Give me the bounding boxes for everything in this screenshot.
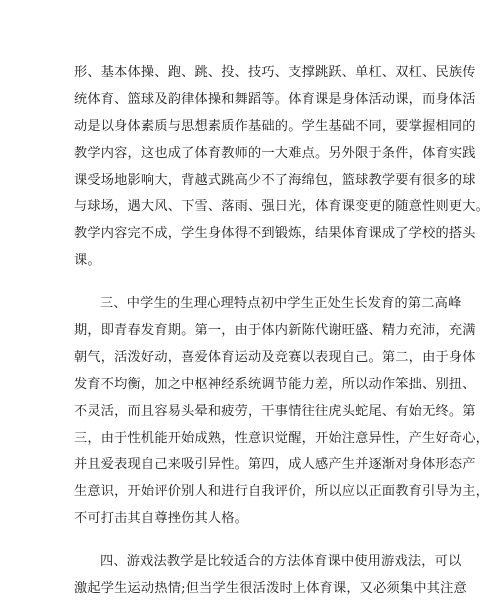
text-line: 课。 [74,253,101,269]
text-line: 教学内容完不成，学生身体得不到锻炼，结果体育课成了学校的搭头 [74,226,476,242]
text-line: 期，即青春发育期。第一，由于体内新陈代谢旺盛、精力充沛，充满 [74,323,476,339]
text-line: 三，由于性机能开始成熟，性意识觉醒，开始注意异性，产生好奇心， [74,430,490,446]
text-line: 朝气，活泼好动，喜爱体育运动及竞赛以表现自己。第二，由于身体 [74,349,476,365]
text-line: 激起学生运动热情;但当学生很活泼时上体育课，又必须集中其注意 [74,581,467,597]
text-line: 不可打击其自尊挫伤其人格。 [74,511,249,527]
text-line: 形、基本体操、跑、跳、投、技巧、支撑跳跃、单杠、双杠、民族传 [74,65,476,80]
text-line: 并且爱表现自己来吸引异性。第四，成人感产生并逐渐对身体形态产 [74,457,476,473]
document-page [74,60,490,603]
text-line: 三、中学生的生理心理特点初中学生正处生长发育的第二高峰 [100,296,462,312]
text-line: 四、游戏法教学是比较适合的方法体育课中使用游戏法，可以 [100,554,462,570]
text-line: 不灵活，而且容易头晕和疲劳，干事情往往虎头蛇尾、有始无终。第 [74,403,476,419]
paragraph-1 [74,60,490,275]
paragraph-gap [74,275,434,291]
paragraph-2 [74,291,490,533]
paragraph-gap [74,533,434,549]
text-line: 生意识，开始评价别人和进行自我评价，所以应以正面教育引导为主， [74,484,490,500]
text-line: 课受场地影响大，背越式跳高少不了海绵包，篮球教学要有很多的球 [74,172,476,188]
paragraph-3 [74,549,467,603]
text-line: 动是以身体素质与思想素质作基础的。学生基础不同，要掌握相同的 [74,118,476,134]
text-line: 发育不均衡，加之中枢神经系统调节能力差，所以动作笨拙、别扭、 [74,376,476,392]
text-line: 统体育、篮球及韵律体操和舞蹈等。体育课是身体活动课，而身体活 [74,91,476,107]
text-line: 与球场，遇大风、下雪、落雨、强日光，体育课变更的随意性则更大。 [74,199,490,215]
text-line: 教学内容，这也成了体育教师的一大难点。另外限于条件，体育实践 [74,145,476,161]
